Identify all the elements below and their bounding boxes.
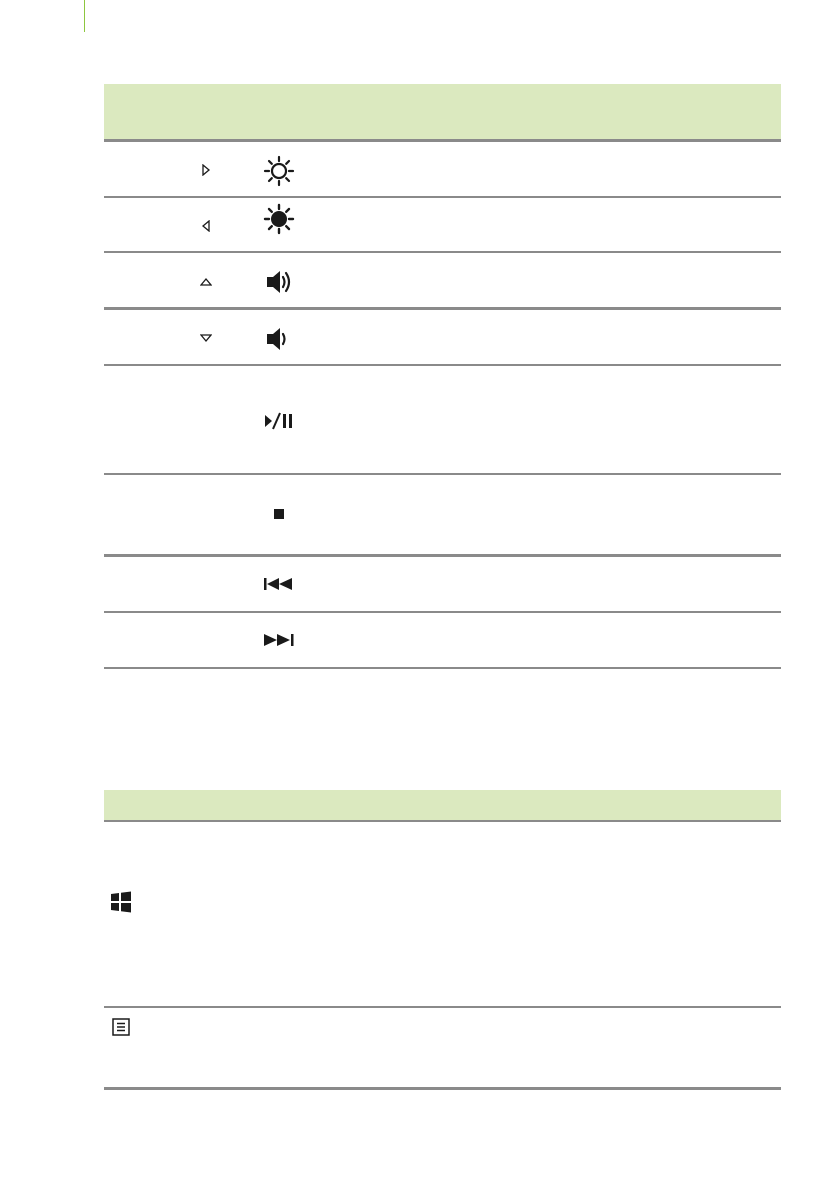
brightness-up-icon: [262, 154, 296, 188]
previous-track-icon: [262, 567, 296, 601]
hotkeys-table: [104, 84, 781, 669]
arrow-down-icon: [194, 326, 218, 350]
arrow-up-icon: [194, 270, 218, 294]
table-row: [104, 475, 781, 557]
table-row: [104, 198, 781, 253]
brightness-down-icon: [262, 202, 296, 236]
windows-key-icon: [106, 887, 136, 917]
windows-keys-table: [104, 790, 781, 1090]
arrow-left-icon: [194, 214, 218, 238]
volume-down-icon: [262, 322, 296, 356]
table-row: [104, 366, 781, 475]
table-row: [104, 822, 781, 1008]
stop-icon: [262, 497, 296, 531]
next-track-icon: [262, 623, 296, 657]
table-row: [104, 310, 781, 366]
application-key-icon: [106, 1012, 136, 1042]
table-row: [104, 613, 781, 669]
arrow-right-icon: [194, 158, 218, 182]
table-row: [104, 253, 781, 310]
table-row: [104, 557, 781, 613]
hotkeys-table-header: [104, 84, 781, 142]
margin-accent-line: [84, 0, 85, 32]
table-row: [104, 142, 781, 198]
table-row: [104, 1008, 781, 1090]
play-pause-icon: [262, 404, 296, 438]
windows-keys-table-header: [104, 790, 781, 822]
volume-up-icon: [262, 265, 296, 299]
